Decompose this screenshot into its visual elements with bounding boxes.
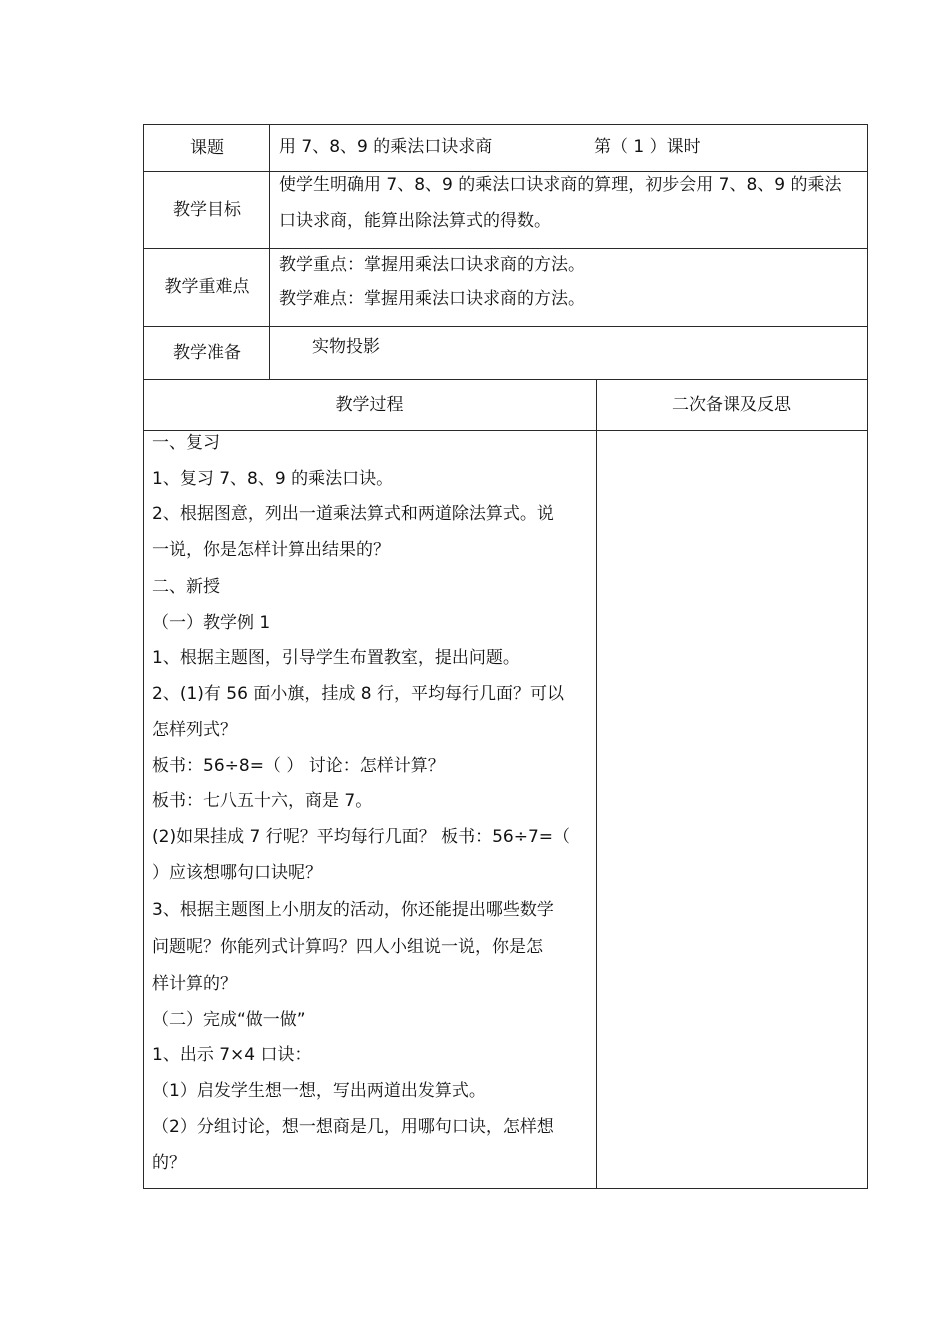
- preparation-value: 实物投影: [312, 337, 380, 357]
- process-line-11: 板书：七八五十六，商是 7。: [152, 791, 373, 811]
- process-line-10: 板书：56÷8=（ ） 讨论：怎样计算？: [152, 756, 445, 776]
- process-line-14: 3、根据主题图上小朋友的活动，你还能提出哪些数学: [152, 900, 554, 920]
- goal-line-2: 口诀求商，能算出除法算式的得数。: [279, 211, 551, 231]
- topic-label: 课题: [190, 138, 224, 158]
- reflection-column-header: 二次备课及反思: [672, 395, 791, 415]
- process-line-12: (2)如果挂成 7 行呢？平均每行几面？ 板书：56÷7=（: [152, 827, 571, 847]
- difficult-point-line-2: 教学难点：掌握用乘法口诀求商的方法。: [279, 289, 585, 309]
- process-line-15: 问题呢？你能列式计算吗？四人小组说一说，你是怎: [152, 937, 543, 957]
- process-line-04: 一说，你是怎样计算出结果的？: [152, 540, 390, 560]
- topic-title: 用 7、8、9 的乘法口诀求商: [279, 137, 493, 157]
- process-line-03: 2、根据图意，列出一道乘法算式和两道除法算式。说: [152, 504, 554, 524]
- process-line-01: 一、复习: [152, 433, 220, 453]
- process-line-17: （二）完成“做一做”: [152, 1010, 306, 1030]
- table-right-border: [867, 124, 868, 1189]
- process-line-05: 二、新授: [152, 577, 220, 597]
- process-column-divider: [596, 379, 597, 1189]
- goal-line-1: 使学生明确用 7、8、9 的乘法口诀求商的算理，初步会用 7、8、9 的乘法: [279, 175, 842, 195]
- row-divider-preparation: [143, 379, 868, 380]
- table-bottom-border: [143, 1188, 868, 1189]
- label-column-divider: [269, 124, 270, 380]
- process-line-02: 1、复习 7、8、9 的乘法口诀。: [152, 469, 394, 489]
- row-divider-keypoints: [143, 326, 868, 327]
- process-line-06: （一）教学例 1: [152, 613, 271, 633]
- row-divider-column-header: [143, 430, 868, 431]
- process-line-08: 2、(1)有 56 面小旗，挂成 8 行，平均每行几面？可以: [152, 684, 564, 704]
- key-point-line-1: 教学重点：掌握用乘法口诀求商的方法。: [279, 255, 585, 275]
- preparation-label: 教学准备: [173, 343, 241, 363]
- process-line-07: 1、根据主题图，引导学生布置教室，提出问题。: [152, 648, 520, 668]
- table-left-border: [143, 124, 144, 1189]
- process-line-18: 1、出示 7×4 口诀：: [152, 1045, 312, 1065]
- process-line-13: ）应该想哪句口诀呢？: [152, 863, 322, 883]
- process-line-09: 怎样列式？: [152, 720, 237, 740]
- process-line-20: （2）分组讨论，想一想商是几，用哪句口诀，怎样想: [152, 1117, 554, 1137]
- process-line-19: （1）启发学生想一想，写出两道出发算式。: [152, 1081, 486, 1101]
- goal-label: 教学目标: [173, 200, 241, 220]
- process-column-header: 教学过程: [335, 395, 404, 415]
- key-points-label: 教学重难点: [164, 277, 250, 297]
- process-line-16: 样计算的？: [152, 974, 237, 994]
- process-line-21: 的？: [152, 1153, 186, 1173]
- topic-period: 第（ 1 ）课时: [594, 137, 701, 157]
- table-top-border: [143, 124, 868, 125]
